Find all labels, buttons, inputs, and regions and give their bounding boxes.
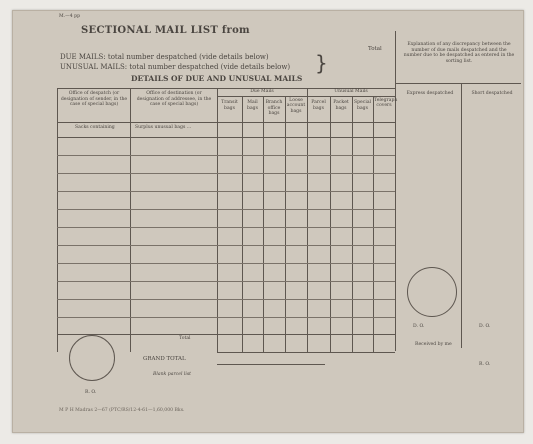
brace: } <box>315 51 328 75</box>
col-mail-bags: Mail bags <box>247 100 258 111</box>
received-by-me: Received by me <box>415 342 452 347</box>
col-transit-bags: Transit bags <box>221 100 238 111</box>
form-title: SECTIONAL MAIL LIST from <box>81 25 250 36</box>
sacks-row-label: Sacks containing <box>75 125 115 130</box>
form-code: M.—4 pp <box>59 14 81 19</box>
ro-label-right: R. O. <box>479 362 491 367</box>
seal-circle-do <box>407 267 457 317</box>
col-branch-office-bags: Branch office bags <box>265 100 283 116</box>
express-despatched: Express despatched <box>406 91 454 96</box>
seal-circle-ro <box>69 335 115 381</box>
col-special-bags: Special bags <box>353 100 372 111</box>
group-unusual-mails: Unusual Mails <box>334 89 368 94</box>
col-destination: Office of destination (or designation of addressee, in the case of special bags) <box>136 91 212 108</box>
col-telegraph-covers: Telegraph covers <box>374 98 398 109</box>
total-row-label: Total <box>179 336 191 341</box>
col-loose-account-bags: Loose account bags <box>286 98 306 114</box>
group-due-mails: Due Mails <box>250 89 274 94</box>
col-parcel-bags: Parcel bags <box>311 100 326 111</box>
blank-parcel-list: Blank parcel list <box>153 372 192 377</box>
col-despatch: Office of despatch (or designation of sender, in the case of special bags) <box>60 91 128 108</box>
due-mails-line: DUE MAILS: total number despatched (vide details below) <box>60 53 269 61</box>
ro-label-left: R. O. <box>85 390 97 395</box>
total-label: Total <box>368 46 382 52</box>
details-heading: DETAILS OF DUE AND UNUSUAL MAILS <box>131 74 303 83</box>
footer-imprint: M P H Madras 2—67 (PTC/RS/12-4-61—1,60,000 Bks. <box>59 408 185 413</box>
do-label-right: D. O. <box>479 324 491 329</box>
explanation-text: Explanation of any discrepancy between the number of due mails despatched and the number due to be despatched as entered in the sorting list. <box>403 42 515 65</box>
surplus-row-label: Surplus unusual bags ... <box>135 125 192 130</box>
col-packet-bags: Packet bags <box>333 100 349 111</box>
unusual-mails-line: UNUSUAL MAILS: total number despatched (vide details below) <box>60 63 291 71</box>
mail-list-form <box>12 10 524 433</box>
short-despatched: Short despatched <box>471 91 513 96</box>
do-label-left: D. O. <box>413 324 425 329</box>
grand-total-label: GRAND TOTAL <box>143 356 186 362</box>
